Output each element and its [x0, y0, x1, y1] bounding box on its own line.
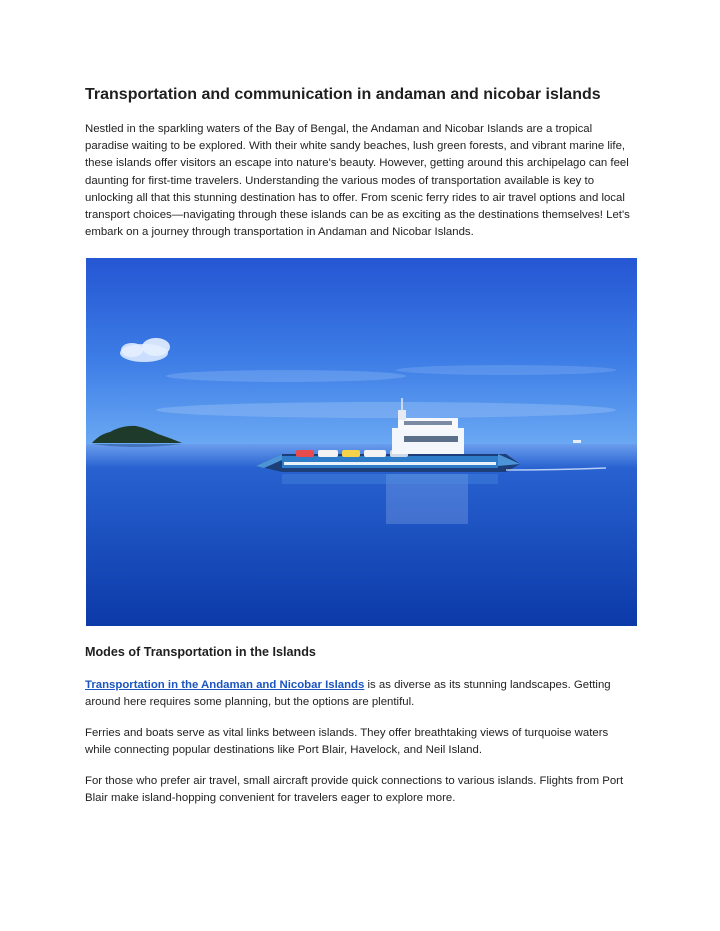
page-title: Transportation and communication in andaman and nicobar islands: [85, 86, 601, 103]
intro-paragraph: Nestled in the sparkling waters of the Bay of Bengal, the Andaman and Nicobar Islands are a tropical paradise waiting to be explored. With their white sandy beaches, lush green forests, and vibrant marine life, these islands offer visitors an escape into nature's beauty. However, getting around this archipelago can feel daunting for first-time travelers. Understanding the various modes of transportation available is key to unlocking all that this stunning destination has to offer. From scenic ferry rides to air travel options and local transport choices—navigating through these islands can be as exciting as the destinations themselves! Let's embark on a journey through transportation in Andaman and Nicobar Islands.: [85, 123, 630, 239]
paragraph-air-travel: For those who prefer air travel, small aircraft provide quick connections to various islands. Flights from Port Blair make island-hopping convenient for travelers eager to explore more.: [85, 775, 624, 805]
paragraph-text: is as diverse as its stunning landscapes. Getting around here requires some planning, but the options are plentiful.: [85, 679, 611, 709]
section-heading: Modes of Transportation in the Islands: [85, 645, 316, 659]
paragraph-ferries: Ferries and boats serve as vital links between islands. They offer breathtaking views of turquoise waters while connecting popular destinations like Port Blair, Havelock, and Neil Island.: [85, 727, 609, 757]
transportation-link[interactable]: Transportation in the Andaman and Nicobar Islands: [85, 679, 365, 691]
paragraph-transport-overview: [85, 677, 637, 711]
ferry-photo: [86, 258, 637, 626]
